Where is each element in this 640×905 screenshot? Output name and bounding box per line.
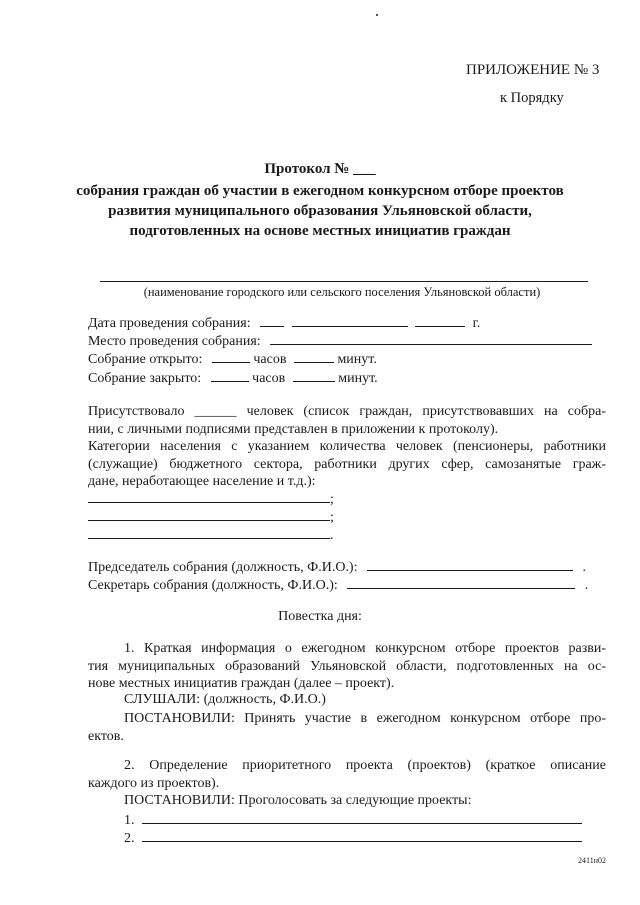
- protocol-subtitle-line1: собрания граждан об участии в ежегодном конкурсном отборе проектов: [76, 183, 564, 199]
- category-entry-blank: [88, 490, 330, 503]
- resolution-1-line: ПОСТАНОВИЛИ: Принять участие в ежегодном конкурсном отборе про-: [124, 711, 606, 726]
- agenda-heading: Повестка дня:: [278, 609, 362, 624]
- meeting-date-row: [88, 314, 480, 332]
- meeting-opened-row: [88, 350, 377, 368]
- appendix-number: ПРИЛОЖЕНИЕ № 3: [466, 62, 600, 78]
- meeting-opened-label: Собрание открыто:: [88, 352, 203, 367]
- project-blank: [142, 829, 582, 842]
- resolution-1: [88, 710, 606, 745]
- category-entry-end: .: [330, 528, 334, 543]
- meeting-place-label: Место проведения собрания:: [88, 334, 261, 349]
- chair-blank: [367, 558, 573, 571]
- protocol-subtitle-line3: подготовленных на основе местных инициатив граждан: [129, 223, 511, 239]
- date-suffix: г.: [472, 316, 481, 331]
- chair-end: .: [582, 560, 586, 575]
- agenda-item-2: [88, 757, 606, 792]
- agenda-item-2-line: 2. Определение приоритетного проекта (проектов) (краткое описание: [124, 758, 606, 773]
- secretary-label: Секретарь собрания (должность, Ф.И.О.):: [88, 578, 338, 593]
- opened-hours-blank: [212, 350, 250, 363]
- meeting-place-blank: [270, 332, 592, 345]
- meeting-closed-row: [88, 369, 378, 387]
- project-blank: [142, 811, 582, 824]
- agenda-item-2-line: каждого из проектов).: [88, 775, 220, 791]
- heard-line: СЛУШАЛИ: (должность, Ф.И.О.): [124, 692, 326, 707]
- opened-hours-unit: часов: [253, 352, 287, 367]
- meeting-closed-label: Собрание закрыто:: [88, 371, 202, 386]
- date-month-blank: [292, 314, 408, 327]
- category-entry-line: [88, 526, 334, 544]
- closed-hours-unit: часов: [252, 371, 286, 386]
- agenda-item-1-line: нове местных инициатив граждан (далее – проект).: [88, 676, 395, 691]
- document-code: 2411н02: [578, 856, 606, 865]
- categories-paragraph: [88, 438, 606, 491]
- agenda-item-1: [88, 640, 606, 693]
- opened-minutes-blank: [294, 350, 334, 363]
- categories-line: (служащие) бюджетного сектора, работники других сфер, самозанятые граж-: [88, 456, 606, 472]
- meeting-date-label: Дата проведения собрания:: [88, 316, 251, 331]
- opened-minutes-unit: минут.: [337, 352, 377, 367]
- categories-line: дане, неработающее население и т.д.):: [88, 474, 316, 489]
- appendix-reference: к Порядку: [500, 90, 564, 106]
- date-day-blank: [260, 314, 284, 327]
- resolution-1-line: ектов.: [88, 728, 124, 744]
- category-entry-line: [88, 508, 334, 526]
- scan-speck: [376, 14, 378, 16]
- chair-row: [88, 558, 586, 576]
- attendance-line: нии, с личными подписями представлен в приложении к протоколу).: [88, 421, 499, 437]
- category-entry-end: ;: [330, 492, 334, 507]
- categories-line: Категории населения с указанием количества человек (пенсионеры, работники: [88, 439, 606, 454]
- settlement-caption: (наименование городского или сельского поселения Ульяновской области): [143, 285, 541, 299]
- project-number: 1.: [124, 813, 135, 828]
- category-entry-blank: [88, 508, 330, 521]
- date-year-blank: [415, 314, 465, 327]
- closed-hours-blank: [211, 369, 249, 382]
- closed-minutes-blank: [293, 369, 335, 382]
- category-entry-line: [88, 490, 334, 508]
- project-number: 2.: [124, 831, 135, 846]
- protocol-subtitle-line2: развития муниципального образования Ульяновской области,: [108, 203, 532, 219]
- category-entry-end: ;: [330, 510, 334, 525]
- secretary-row: [88, 576, 588, 594]
- settlement-name-line: [100, 281, 588, 282]
- protocol-title: Протокол № ___: [264, 161, 376, 177]
- category-entry-blank: [88, 526, 330, 539]
- meeting-place-row: [88, 332, 592, 350]
- secretary-blank: [347, 576, 575, 589]
- chair-label: Председатель собрания (должность, Ф.И.О.):: [88, 560, 358, 575]
- attendance-line: Присутствовало ______ человек (список граждан, присутствовавших на собра-: [88, 404, 606, 419]
- agenda-item-1-line: тия муниципальных образований Ульяновской области, подготовленных на ос-: [88, 658, 606, 674]
- resolution-2: ПОСТАНОВИЛИ: Проголосовать за следующие проекты:: [124, 793, 472, 808]
- closed-minutes-unit: минут.: [338, 371, 378, 386]
- secretary-end: .: [584, 578, 589, 593]
- agenda-item-1-line: 1. Краткая информация о ежегодном конкурсном отборе проектов разви-: [124, 641, 606, 656]
- project-entry: [124, 829, 582, 847]
- project-entry: [124, 811, 582, 829]
- attendance-paragraph: [88, 403, 606, 438]
